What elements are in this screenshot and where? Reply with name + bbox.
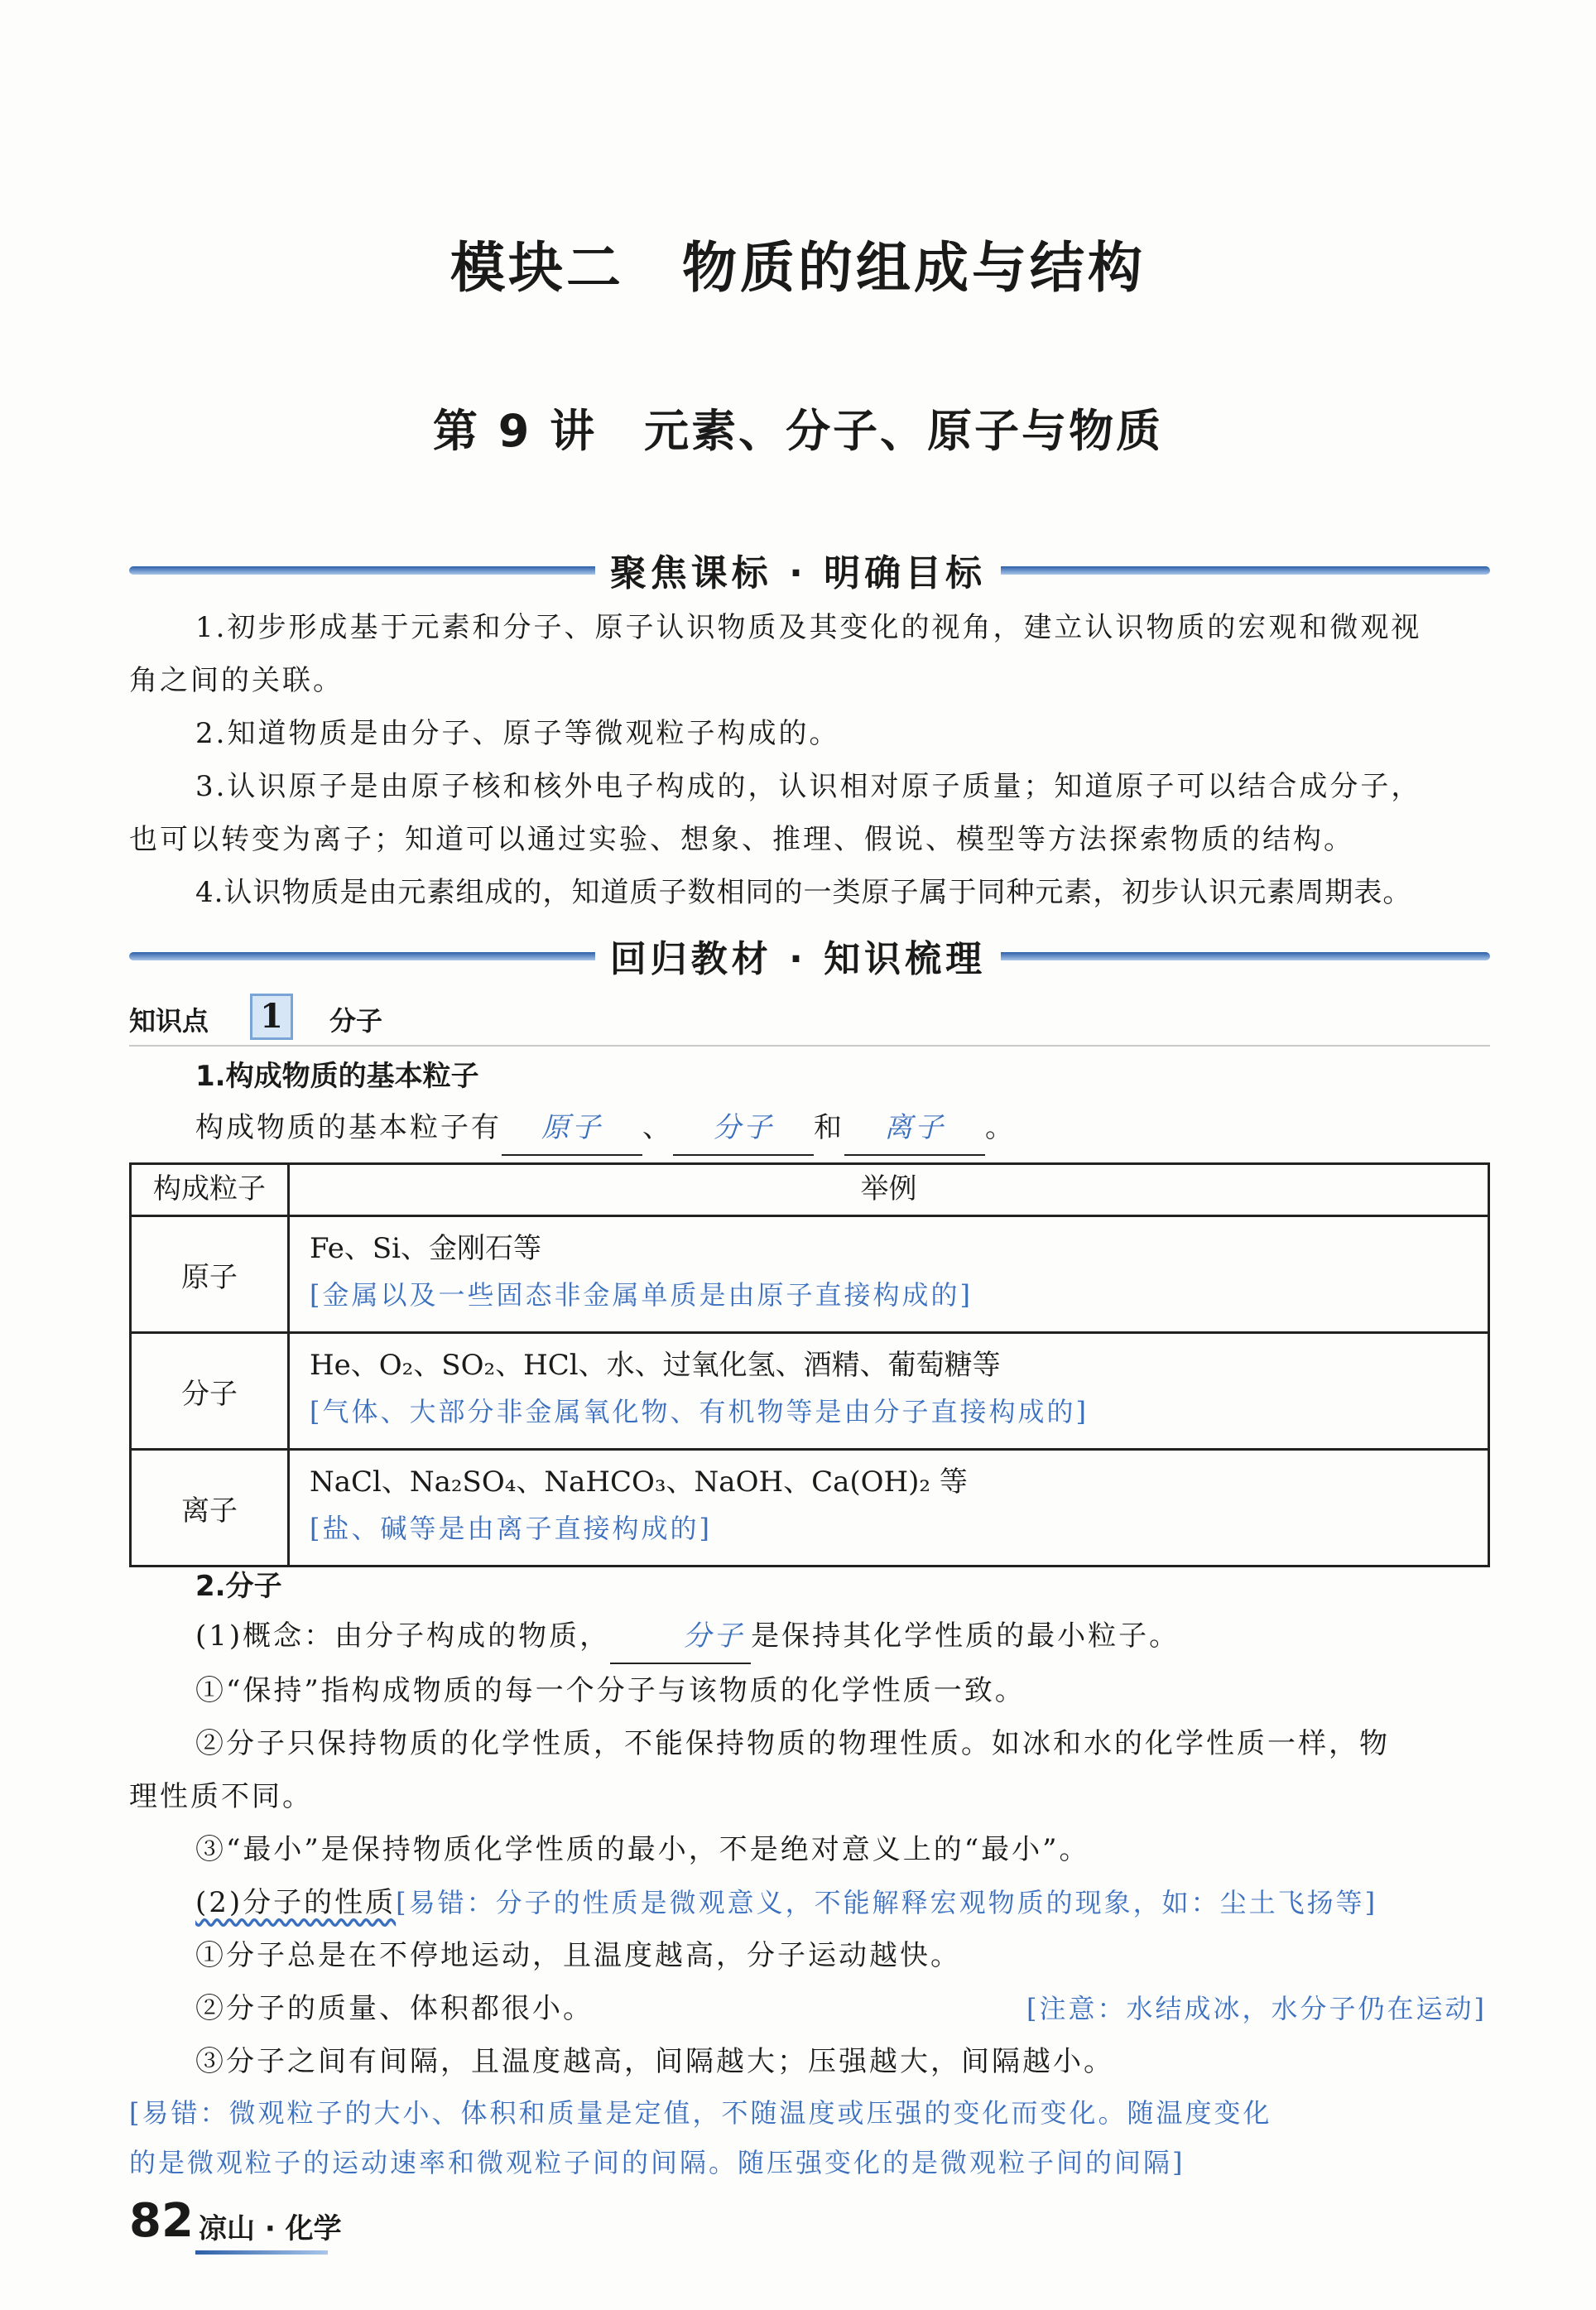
property-3: ③分子之间有间隔，且温度越高，间隔越大；压强越大，间隔越小。 xyxy=(195,2045,1114,2078)
table-header-particle: 构成粒子 xyxy=(131,1164,289,1216)
table-row-example: He、O₂、SO₂、HCl、水、过氧化氢、酒精、葡萄糖等 xyxy=(310,1349,1001,1382)
section1-banner: 聚焦课标 · 明确目标 xyxy=(595,552,1001,594)
blank-concept: 分子 xyxy=(610,1610,751,1664)
objective-4: 4.认识物质是由元素组成的，知道质子数相同的一类原子属于同种元素，初步认识元素周期表。 xyxy=(195,876,1412,909)
particle-table xyxy=(129,1162,1490,1567)
sub1-sentence: 构成物质的基本粒子有 原子 、 分子 和 离子 。 xyxy=(195,1101,1016,1156)
kp-rule xyxy=(129,1045,1490,1047)
objective-2: 2.知道物质是由分子、原子等微观粒子构成的。 xyxy=(195,717,840,750)
blank-molecule: 分子 xyxy=(673,1101,814,1156)
property-2: ②分子的质量、体积都很小。 xyxy=(195,1992,594,2025)
objective-1b: 角之间的关联。 xyxy=(129,664,344,697)
property-3-note-a: [易错：微观粒子的大小、体积和质量是定值，不随温度或压强的变化而变化。随温度变化 xyxy=(129,2097,1272,2129)
table-row-particle: 离子 xyxy=(131,1450,289,1566)
sub1-heading: 1.构成物质的基本粒子 xyxy=(195,1060,479,1093)
table-row-particle: 原子 xyxy=(131,1216,289,1333)
section2-banner: 回归教材 · 知识梳理 xyxy=(595,938,1001,980)
property-2-line xyxy=(129,1982,1503,2035)
page-number: 82 xyxy=(129,2194,194,2248)
property-2-note: [注意：水结成冰，水分子仍在运动] xyxy=(1026,1993,1487,2024)
concept-note-2b: 理性质不同。 xyxy=(129,1780,313,1813)
properties-heading: (2)分子的性质 xyxy=(195,1886,397,1919)
concept-note-3: ③“最小”是保持物质化学性质的最小，不是绝对意义上的“最小”。 xyxy=(195,1833,1090,1866)
properties-heading-line xyxy=(129,1876,1503,1929)
objectives xyxy=(129,601,1503,919)
objective-3b: 也可以转变为离子；知道可以通过实验、想象、推理、假说、模型等方法探索物质的结构。 xyxy=(129,823,1354,856)
footer-rule xyxy=(195,2250,328,2255)
sub2-heading: 2.分子 xyxy=(195,1570,282,1603)
table-row-example: NaCl、Na₂SO₄、NaHCO₃、NaOH、Ca(OH)₂ 等 xyxy=(310,1465,968,1499)
lecture-title: 第 9 讲 元素、分子、原子与物质 xyxy=(432,405,1164,457)
knowledge-point-label: 知识点 xyxy=(129,1005,209,1037)
table-row-particle: 分子 xyxy=(131,1333,289,1450)
table-row xyxy=(289,1450,1489,1566)
table-row-example: Fe、Si、金刚石等 xyxy=(310,1232,542,1265)
property-3-note-b: 的是微观粒子的运动速率和微观粒子间的间隔。随压强变化的是微观粒子间的间隔] xyxy=(129,2147,1185,2178)
knowledge-point-number: 1 xyxy=(250,994,293,1040)
concept-note-2a: ②分子只保持物质的化学性质，不能保持物质的物理性质。如冰和水的化学性质一样，物 xyxy=(195,1727,1390,1760)
blank-ion: 离子 xyxy=(844,1101,985,1156)
sub2-body xyxy=(129,1610,1503,2187)
objective-1a: 1.初步形成基于元素和分子、原子认识物质及其变化的视角，建立认识物质的宏观和微观视 xyxy=(195,611,1422,644)
knowledge-point-name: 分子 xyxy=(329,1005,383,1037)
table-row-note: [盐、碱等是由离子直接构成的] xyxy=(310,1513,712,1544)
table-row xyxy=(289,1333,1489,1450)
table-row-note: [气体、大部分非金属氧化物、有机物等是由分子直接构成的] xyxy=(310,1396,1089,1427)
module-title: 模块二 物质的组成与结构 xyxy=(450,236,1146,300)
blank-atom: 原子 xyxy=(502,1101,642,1156)
table-header-example: 举例 xyxy=(289,1164,1489,1216)
table-row xyxy=(289,1216,1489,1333)
properties-note: [易错：分子的性质是微观意义，不能解释宏观物质的现象，如：尘土飞扬等] xyxy=(396,1887,1378,1918)
concept-line: (1)概念：由分子构成的物质， 分子 是保持其化学性质的最小粒子。 xyxy=(129,1610,1503,1664)
footer-text: 凉山 · 化学 xyxy=(199,2212,342,2245)
property-1: ①分子总是在不停地运动，且温度越高，分子运动越快。 xyxy=(195,1939,961,1972)
concept-note-1: ①“保持”指构成物质的每一个分子与该物质的化学性质一致。 xyxy=(195,1674,1026,1707)
objective-3a: 3.认识原子是由原子核和核外电子构成的，认识相对原子质量；知道原子可以结合成分子， xyxy=(195,770,1422,803)
table-row-note: [金属以及一些固态非金属单质是由原子直接构成的] xyxy=(310,1279,973,1311)
